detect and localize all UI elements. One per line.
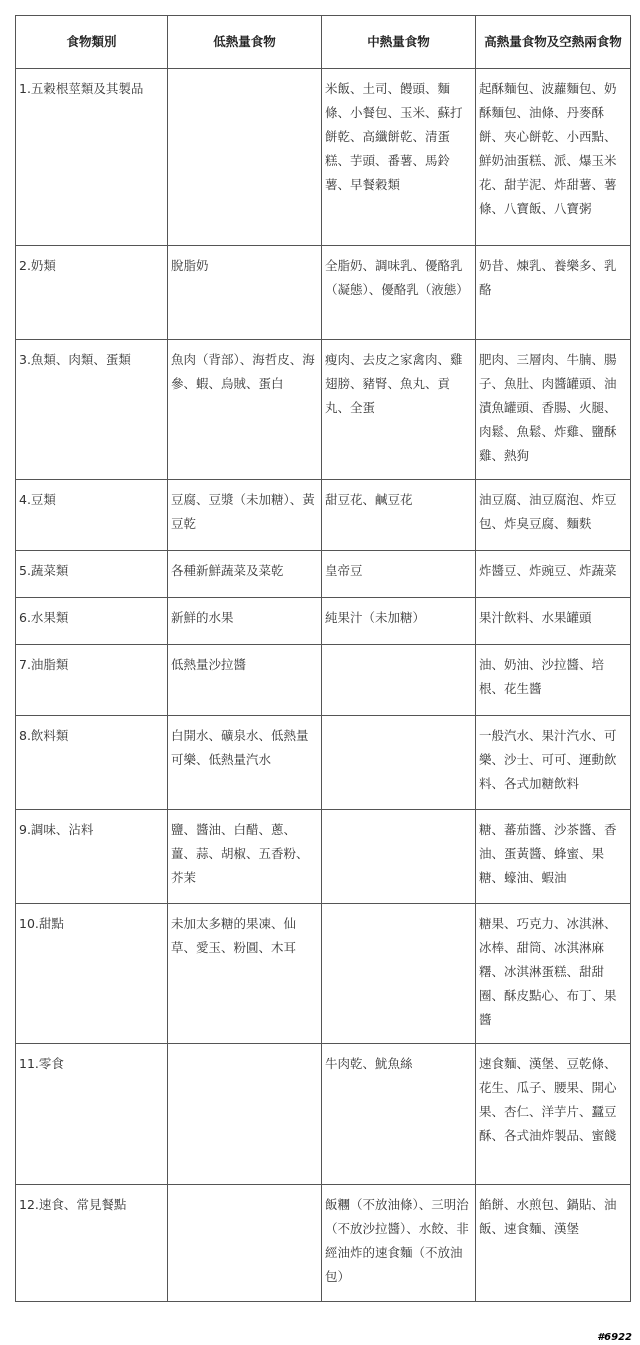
low-calorie-cell: 白開水、礦泉水、低熱量可樂、低熱量汽水: [168, 716, 322, 810]
image-id-watermark: #6922: [597, 1332, 632, 1343]
medium-calorie-cell: 瘦肉、去皮之家禽肉、雞翅膀、豬腎、魚丸、貢丸、全蛋: [322, 340, 476, 480]
low-calorie-cell: 新鮮的水果: [168, 598, 322, 645]
low-calorie-cell: 低熱量沙拉醬: [168, 645, 322, 716]
header-high-calorie: 高熱量食物及空熱兩食物: [476, 16, 631, 69]
category-cell: 1.五穀根莖類及其製品: [16, 69, 168, 246]
high-calorie-cell: 起酥麵包、波蘿麵包、奶酥麵包、油條、丹麥酥餅、夾心餅乾、小西點、鮮奶油蛋糕、派、爆玉米花、甜芋泥、炸甜薯、薯條、八寶飯、八寶粥: [476, 69, 631, 246]
high-calorie-cell: 油、奶油、沙拉醬、培根、花生醬: [476, 645, 631, 716]
medium-calorie-cell: [322, 904, 476, 1044]
table-row: [16, 551, 631, 598]
high-calorie-cell: 油豆腐、油豆腐泡、炸豆包、炸臭豆腐、麵麩: [476, 480, 631, 551]
low-calorie-cell: 未加太多糖的果凍、仙草、愛玉、粉圓、木耳: [168, 904, 322, 1044]
header-low-calorie: 低熱量食物: [168, 16, 322, 69]
category-cell: 8.飲料類: [16, 716, 168, 810]
category-cell: 11.零食: [16, 1044, 168, 1185]
medium-calorie-cell: [322, 716, 476, 810]
low-calorie-cell: 鹽、醬油、白醋、蔥、薑、蒜、胡椒、五香粉、芥茉: [168, 810, 322, 904]
table-row: [16, 810, 631, 904]
high-calorie-cell: 奶昔、煉乳、養樂多、乳酪: [476, 246, 631, 340]
table-row: [16, 69, 631, 246]
food-calorie-table: [15, 15, 631, 1302]
header-food-category: 食物類別: [16, 16, 168, 69]
table-row: [16, 716, 631, 810]
table-row: [16, 1185, 631, 1302]
medium-calorie-cell: 米飯、土司、饅頭、麵條、小餐包、玉米、蘇打餅乾、高纖餅乾、清蛋糕、芋頭、番薯、馬鈴薯、早餐穀類: [322, 69, 476, 246]
low-calorie-cell: [168, 69, 322, 246]
low-calorie-cell: 魚肉（背部）、海哲皮、海參、蝦、烏賊、蛋白: [168, 340, 322, 480]
category-cell: 9.調味、沾料: [16, 810, 168, 904]
low-calorie-cell: [168, 1044, 322, 1185]
low-calorie-cell: [168, 1185, 322, 1302]
table-row: [16, 904, 631, 1044]
table-row: [16, 246, 631, 340]
header-medium-calorie: 中熱量食物: [322, 16, 476, 69]
medium-calorie-cell: 牛肉乾、魷魚絲: [322, 1044, 476, 1185]
medium-calorie-cell: [322, 810, 476, 904]
high-calorie-cell: 一般汽水、果汁汽水、可樂、沙士、可可、運動飲料、各式加糖飲料: [476, 716, 631, 810]
medium-calorie-cell: 飯糰（不放油條）、三明治（不放沙拉醬）、水餃、非經油炸的速食麵（不放油包）: [322, 1185, 476, 1302]
table-row: [16, 480, 631, 551]
medium-calorie-cell: 皇帝豆: [322, 551, 476, 598]
high-calorie-cell: 糖果、巧克力、冰淇淋、冰棒、甜筒、冰淇淋麻糬、冰淇淋蛋糕、甜甜圈、酥皮點心、布丁、果醬: [476, 904, 631, 1044]
table-row: [16, 598, 631, 645]
low-calorie-cell: 脫脂奶: [168, 246, 322, 340]
high-calorie-cell: 炸醬豆、炸豌豆、炸蔬菜: [476, 551, 631, 598]
low-calorie-cell: 豆腐、豆漿（未加糖）、黃豆乾: [168, 480, 322, 551]
high-calorie-cell: 糖、蕃茄醬、沙茶醬、香油、蛋黃醬、蜂蜜、果糖、蠔油、蝦油: [476, 810, 631, 904]
high-calorie-cell: 餡餅、水煎包、鍋貼、油飯、速食麵、漢堡: [476, 1185, 631, 1302]
high-calorie-cell: 肥肉、三層肉、牛腩、腸子、魚肚、肉醬罐頭、油漬魚罐頭、香腸、火腿、肉鬆、魚鬆、炸雞、鹽酥雞、熱狗: [476, 340, 631, 480]
table-row: [16, 1044, 631, 1185]
table-row: [16, 340, 631, 480]
category-cell: 5.蔬菜類: [16, 551, 168, 598]
category-cell: 7.油脂類: [16, 645, 168, 716]
table-row: [16, 645, 631, 716]
category-cell: 4.豆類: [16, 480, 168, 551]
high-calorie-cell: 速食麵、漢堡、豆乾條、花生、瓜子、腰果、開心果、杏仁、洋芋片、蠶豆酥、各式油炸製品、蜜餞: [476, 1044, 631, 1185]
category-cell: 12.速食、常見餐點: [16, 1185, 168, 1302]
high-calorie-cell: 果汁飲料、水果罐頭: [476, 598, 631, 645]
medium-calorie-cell: 全脂奶、調味乳、優酪乳（凝態）、優酪乳（液態）: [322, 246, 476, 340]
category-cell: 3.魚類、肉類、蛋類: [16, 340, 168, 480]
category-cell: 6.水果類: [16, 598, 168, 645]
category-cell: 10.甜點: [16, 904, 168, 1044]
medium-calorie-cell: 甜豆花、鹹豆花: [322, 480, 476, 551]
low-calorie-cell: 各種新鮮蔬菜及菜乾: [168, 551, 322, 598]
header-row: [16, 16, 631, 69]
medium-calorie-cell: [322, 645, 476, 716]
medium-calorie-cell: 純果汁（未加糖）: [322, 598, 476, 645]
category-cell: 2.奶類: [16, 246, 168, 340]
